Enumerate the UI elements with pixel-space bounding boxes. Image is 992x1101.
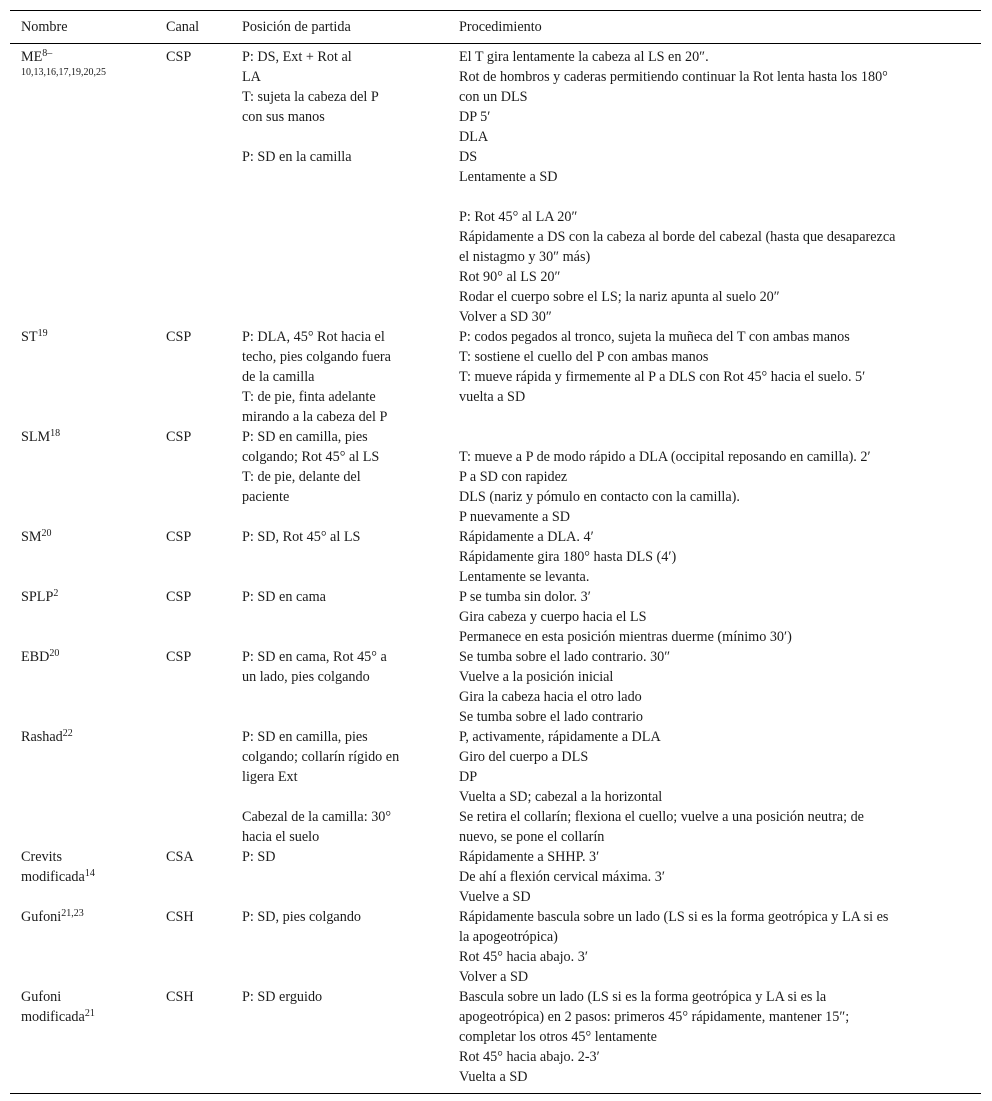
reference-superscript: 20 bbox=[41, 528, 52, 539]
cell-posicion bbox=[231, 727, 448, 847]
cell-posicion bbox=[231, 587, 448, 647]
procedimiento-line: DLS (nariz y pómulo en contacto con la camilla). bbox=[459, 489, 740, 505]
procedimiento-line: con un DLS bbox=[459, 89, 528, 105]
procedimiento-line bbox=[459, 187, 981, 207]
cell-canal bbox=[155, 727, 231, 847]
procedimiento-line: Vuelve a SD bbox=[459, 889, 531, 905]
procedimiento-line: Rot de hombros y caderas permitiendo continuar la Rot lenta hasta los 180° bbox=[459, 69, 888, 85]
cell-procedimiento bbox=[448, 987, 981, 1094]
procedimiento-line: el nistagmo y 30″ más) bbox=[459, 249, 591, 265]
cell-nombre bbox=[10, 44, 155, 328]
reference-superscript: 19 bbox=[37, 328, 48, 339]
table-header-row bbox=[10, 11, 981, 44]
posicion-line: P: SD bbox=[242, 849, 276, 865]
cell-nombre bbox=[10, 427, 155, 527]
maneuver-name: Rashad bbox=[21, 729, 63, 745]
cell-posicion bbox=[231, 44, 448, 328]
table-row bbox=[10, 527, 981, 587]
reference-superscript: 21 bbox=[84, 1008, 95, 1019]
cell-procedimiento bbox=[448, 647, 981, 727]
posicion-line: T: sujeta la cabeza del P bbox=[242, 89, 379, 105]
procedimiento-line: Volver a SD 30″ bbox=[459, 309, 552, 325]
procedimiento-line: Rápidamente gira 180° hasta DLS (4′) bbox=[459, 549, 677, 565]
reference-superscript: 8– bbox=[42, 48, 53, 59]
posicion-line: P: SD en la camilla bbox=[242, 149, 352, 165]
posicion-line: T: de pie, delante del bbox=[242, 469, 361, 485]
posicion-line: hacia el suelo bbox=[242, 829, 320, 845]
procedimiento-line: Vuelta a SD bbox=[459, 1069, 528, 1085]
table-row bbox=[10, 727, 981, 847]
table-row bbox=[10, 987, 981, 1094]
posicion-line: Cabezal de la camilla: 30° bbox=[242, 809, 392, 825]
procedimiento-line: Gira cabeza y cuerpo hacia el LS bbox=[459, 609, 647, 625]
cell-nombre bbox=[10, 647, 155, 727]
procedimiento-line: Se tumba sobre el lado contrario bbox=[459, 709, 643, 725]
posicion-line: techo, pies colgando fuera bbox=[242, 349, 391, 365]
table-row bbox=[10, 587, 981, 647]
table-body bbox=[10, 44, 981, 1094]
cell-nombre bbox=[10, 527, 155, 587]
cell-posicion bbox=[231, 427, 448, 527]
header-nombre: Nombre bbox=[10, 11, 155, 44]
cell-procedimiento bbox=[448, 44, 981, 328]
cell-posicion bbox=[231, 907, 448, 987]
reference-superscript-cont: 10,13,16,17,19,20,25 bbox=[21, 67, 106, 78]
procedimiento-line: Lentamente a SD bbox=[459, 169, 558, 185]
posicion-line bbox=[242, 787, 442, 807]
cell-canal: CSH bbox=[155, 987, 231, 1094]
posicion-line: con sus manos bbox=[242, 109, 325, 125]
posicion-line: paciente bbox=[242, 489, 290, 505]
maneuver-name: Gufoni bbox=[21, 909, 62, 925]
reference-superscript: 20 bbox=[49, 648, 60, 659]
procedimiento-line: nuevo, se pone el collarín bbox=[459, 829, 605, 845]
procedimiento-line: P: Rot 45° al LA 20″ bbox=[459, 209, 578, 225]
procedimiento-line: la apogeotrópica) bbox=[459, 929, 558, 945]
maneuver-name: SM bbox=[21, 529, 42, 545]
procedimiento-line: Volver a SD bbox=[459, 969, 529, 985]
procedimiento-line: Permanece en esta posición mientras duerme (mínimo 30′) bbox=[459, 629, 792, 645]
cell-canal: CSP bbox=[166, 649, 192, 665]
posicion-line: un lado, pies colgando bbox=[242, 669, 370, 685]
posicion-line: colgando; Rot 45° al LS bbox=[242, 449, 380, 465]
cell-nombre bbox=[10, 987, 155, 1094]
procedimiento-line: Rot 90° al LS 20″ bbox=[459, 269, 561, 285]
procedimiento-line: P nuevamente a SD bbox=[459, 509, 570, 525]
header-canal: Canal bbox=[155, 11, 231, 44]
reference-superscript: 21,23 bbox=[61, 908, 84, 919]
cell-posicion bbox=[231, 987, 448, 1094]
cell-posicion bbox=[231, 647, 448, 727]
maneuver-name: Crevits bbox=[21, 849, 62, 865]
procedimiento-line: Rot 45° hacia abajo. 2-3′ bbox=[459, 1049, 600, 1065]
posicion-line: mirando a la cabeza del P bbox=[242, 409, 388, 425]
cell-posicion bbox=[231, 327, 448, 427]
table-row bbox=[10, 847, 981, 907]
posicion-line: de la camilla bbox=[242, 369, 315, 385]
posicion-line: ligera Ext bbox=[242, 769, 298, 785]
maneuver-name: SLM bbox=[21, 429, 51, 445]
cell-procedimiento bbox=[448, 527, 981, 587]
posicion-line: P: SD en camilla, pies bbox=[242, 729, 368, 745]
cell-procedimiento bbox=[448, 727, 981, 847]
posicion-line: P: DLA, 45° Rot hacia el bbox=[242, 329, 385, 345]
cell-canal: CSP bbox=[166, 429, 192, 445]
header-posicion: Posición de partida bbox=[231, 11, 448, 44]
posicion-line: LA bbox=[242, 69, 261, 85]
cell-nombre bbox=[10, 327, 155, 427]
procedimiento-line: Se tumba sobre el lado contrario. 30″ bbox=[459, 649, 671, 665]
maneuvers-table bbox=[10, 10, 981, 1094]
maneuver-name-2: modificada bbox=[21, 869, 85, 885]
posicion-line: P: SD en cama, Rot 45° a bbox=[242, 649, 387, 665]
procedimiento-line: Rodar el cuerpo sobre el LS; la nariz apunta al suelo 20″ bbox=[459, 289, 780, 305]
procedimiento-line: P a SD con rapidez bbox=[459, 469, 568, 485]
procedimiento-line: DLA bbox=[459, 129, 489, 145]
procedimiento-line: Vuelve a la posición inicial bbox=[459, 669, 614, 685]
posicion-line: P: SD, pies colgando bbox=[242, 909, 362, 925]
cell-nombre bbox=[10, 907, 155, 987]
procedimiento-line: apogeotrópica) en 2 pasos: primeros 45° rápidamente, mantener 15″; bbox=[459, 1009, 850, 1025]
header-procedimiento: Procedimiento bbox=[448, 11, 981, 44]
cell-nombre bbox=[10, 587, 155, 647]
procedimiento-line: P se tumba sin dolor. 3′ bbox=[459, 589, 591, 605]
procedimiento-line: Bascula sobre un lado (LS si es la forma geotrópica y LA si es la bbox=[459, 989, 827, 1005]
maneuver-name: EBD bbox=[21, 649, 50, 665]
maneuver-name: SPLP bbox=[21, 589, 54, 605]
reference-superscript: 14 bbox=[84, 868, 95, 879]
posicion-line bbox=[242, 127, 442, 147]
procedimiento-line: Giro del cuerpo a DLS bbox=[459, 749, 589, 765]
cell-procedimiento bbox=[448, 587, 981, 647]
cell-posicion bbox=[231, 847, 448, 907]
maneuver-name: Gufoni bbox=[21, 989, 62, 1005]
procedimiento-line: De ahí a flexión cervical máxima. 3′ bbox=[459, 869, 665, 885]
reference-superscript: 2 bbox=[53, 588, 59, 599]
procedimiento-line: Se retira el collarín; flexiona el cuello; vuelve a una posición neutra; de bbox=[459, 809, 864, 825]
procedimiento-line: T: mueve rápida y firmemente al P a DLS con Rot 45° hacia el suelo. 5′ bbox=[459, 369, 866, 385]
table-row bbox=[10, 647, 981, 727]
posicion-line: P: SD erguido bbox=[242, 989, 323, 1005]
procedimiento-line: Gira la cabeza hacia el otro lado bbox=[459, 689, 642, 705]
reference-superscript: 22 bbox=[62, 728, 73, 739]
cell-canal: CSP bbox=[166, 589, 192, 605]
table-row bbox=[10, 427, 981, 527]
table-row bbox=[10, 44, 981, 328]
procedimiento-line: T: mueve a P de modo rápido a DLA (occipital reposando en camilla). 2′ bbox=[459, 449, 871, 465]
cell-canal: CSP bbox=[166, 329, 192, 345]
posicion-line: P: SD en camilla, pies bbox=[242, 429, 368, 445]
procedimiento-line: DP 5′ bbox=[459, 109, 491, 125]
procedimiento-line: DS bbox=[459, 149, 478, 165]
posicion-line: colgando; collarín rígido en bbox=[242, 749, 400, 765]
reference-superscript: 18 bbox=[50, 428, 61, 439]
procedimiento-line: Rápidamente bascula sobre un lado (LS si es la forma geotrópica y LA si es bbox=[459, 909, 889, 925]
cell-procedimiento bbox=[448, 427, 981, 527]
procedimiento-line: completar los otros 45° lentamente bbox=[459, 1029, 657, 1045]
cell-canal: CSH bbox=[166, 909, 194, 925]
posicion-line: P: SD, Rot 45° al LS bbox=[242, 529, 361, 545]
maneuver-name: ME bbox=[21, 49, 43, 65]
cell-procedimiento bbox=[448, 327, 981, 427]
procedimiento-line: Rápidamente a DS con la cabeza al borde del cabezal (hasta que desaparezca bbox=[459, 229, 896, 245]
cell-canal: CSP bbox=[166, 49, 192, 65]
procedimiento-line: Rápidamente a SHHP. 3′ bbox=[459, 849, 600, 865]
cell-nombre bbox=[10, 727, 155, 847]
procedimiento-line: El T gira lentamente la cabeza al LS en 20″. bbox=[459, 49, 709, 65]
procedimiento-line: P, activamente, rápidamente a DLA bbox=[459, 729, 661, 745]
procedimiento-line: P: codos pegados al tronco, sujeta la muñeca del T con ambas manos bbox=[459, 329, 850, 345]
posicion-line: P: SD en cama bbox=[242, 589, 326, 605]
posicion-line: P: DS, Ext + Rot al bbox=[242, 49, 352, 65]
maneuver-name: ST bbox=[21, 329, 38, 345]
procedimiento-line: Rápidamente a DLA. 4′ bbox=[459, 529, 594, 545]
maneuver-name-2: modificada bbox=[21, 1009, 85, 1025]
procedimiento-line: T: sostiene el cuello del P con ambas manos bbox=[459, 349, 709, 365]
procedimiento-line: Lentamente se levanta. bbox=[459, 569, 590, 585]
cell-procedimiento bbox=[448, 847, 981, 907]
cell-canal: CSP bbox=[166, 529, 192, 545]
cell-procedimiento bbox=[448, 907, 981, 987]
procedimiento-line: vuelta a SD bbox=[459, 389, 526, 405]
cell-nombre bbox=[10, 847, 155, 907]
cell-canal: CSA bbox=[166, 849, 194, 865]
procedimiento-line: Rot 45° hacia abajo. 3′ bbox=[459, 949, 588, 965]
posicion-line: T: de pie, finta adelante bbox=[242, 389, 376, 405]
table-row bbox=[10, 907, 981, 987]
cell-posicion bbox=[231, 527, 448, 587]
table-row bbox=[10, 327, 981, 427]
procedimiento-line: DP bbox=[459, 769, 478, 785]
procedimiento-line bbox=[459, 427, 981, 447]
procedimiento-line: Vuelta a SD; cabezal a la horizontal bbox=[459, 789, 663, 805]
